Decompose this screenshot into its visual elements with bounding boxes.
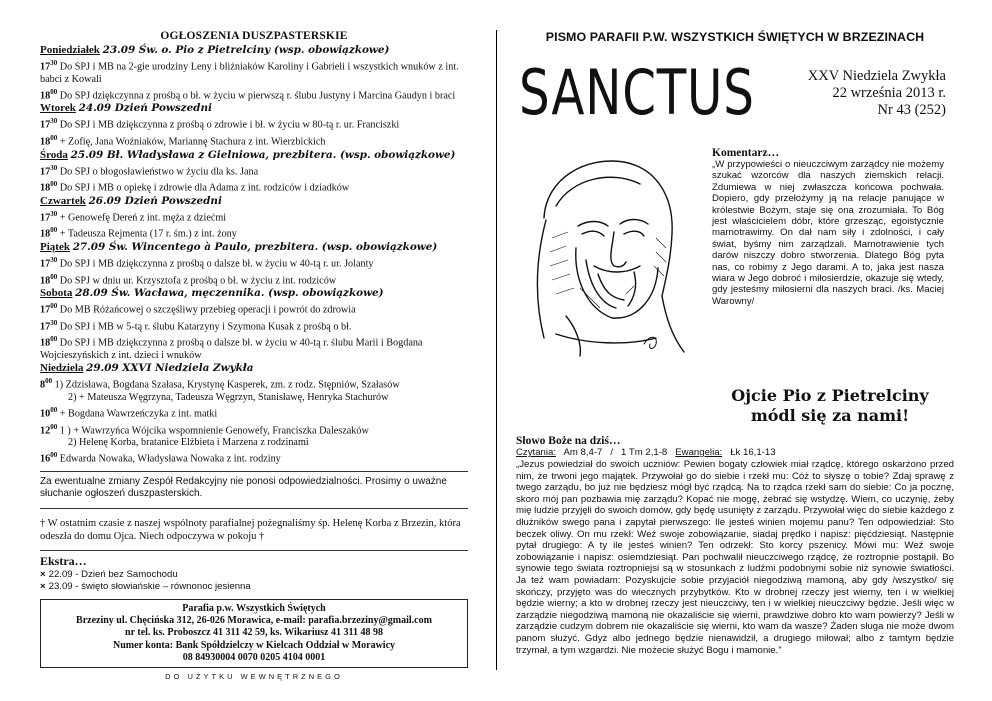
day-block (40, 195, 468, 241)
mass-minutes: 00 (45, 377, 53, 386)
gospel-ref: Łk 16,1-13 (722, 447, 776, 458)
mass-hour: 18 (40, 228, 51, 240)
intention-text: Do SPJ dziękczynna z prośbą o bł. w życiu w pierwszą r. ślubu Justyny i Marcina Gaudyn i braci (57, 90, 456, 102)
day-block (40, 362, 468, 466)
mass-hour: 8 (40, 379, 46, 391)
intention-text: + Zofię, Jana Woźniaków, Mariannę Stachura z int. Wierzbickich (57, 136, 326, 148)
day-heading (40, 287, 468, 300)
divider-line (40, 471, 468, 472)
disclaimer: Za ewentualne zmiany Zespół Redakcyjny nie ponosi odpowiedzialności. Prosimy o uważne słuchanie ogłoszeń duszpasterskich. (40, 475, 447, 499)
intention-text: Do SPJ i MB w 5-tą r. ślubu Katarzyny i Szymona Kusak z prośbą o bł. (57, 321, 352, 333)
newsletter-column (516, 30, 954, 656)
list-item: × 22.09 - Dzień bez Samochodu (40, 568, 178, 580)
intention-text: Do SPJ w dniu ur. Krzysztofa z prośbą o bł. w życiu z int. rodziców (57, 274, 337, 286)
mass-hour: 18 (40, 136, 51, 148)
day-name: Czwartek (40, 194, 86, 207)
intention-text: Do SPJ i MB o opiekę i zdrowie dla Adama z int. rodziców i dziadków (57, 182, 350, 194)
day-block (40, 241, 468, 287)
day-block (40, 44, 468, 102)
gospel-label: Ewangelia: (675, 447, 723, 458)
mass-minutes: 30 (50, 59, 58, 67)
mass-minutes: 30 (50, 209, 58, 218)
mass-minutes: 00 (50, 302, 58, 311)
readings-references (516, 447, 954, 459)
day-feast: 25.09 Bł. Władysława z Gielniowa, prezbitera. (wsp. obowiązkowe) (70, 148, 456, 161)
divider-line (40, 550, 468, 551)
contact-line: 08 84930004 0070 0205 4104 0001 (182, 651, 326, 663)
prayer-headline (708, 386, 952, 426)
day-name: Środa (40, 148, 68, 161)
mass-hour: 17 (40, 321, 51, 333)
mass-intention (40, 178, 468, 195)
schedule (40, 44, 468, 466)
day-block (40, 149, 468, 195)
intention-text: Edwarda Nowaka, Władysława Nowaka z int. rodziny (57, 453, 281, 465)
mass-intention (40, 317, 468, 334)
mass-minutes: 30 (50, 163, 58, 172)
mass-intention (40, 57, 468, 86)
commentary-title: Komentarz… (712, 147, 780, 159)
day-heading (40, 149, 468, 162)
mass-hour: 18 (40, 182, 51, 194)
day-name: Niedziela (40, 362, 84, 375)
mass-minutes: 00 (50, 87, 58, 96)
mass-hour: 17 (40, 165, 51, 177)
contact-line: Parafia p.w. Wszystkich Świętych (182, 602, 326, 614)
day-name: Sobota (40, 287, 73, 300)
parish-contact-box (40, 599, 468, 668)
intention-text: 1) Zdzisława, Bogdana Szałasa, Krystynę Kasperek, zm. z rodz. Stępniów, Szałasów (52, 379, 400, 391)
mass-minutes: 00 (50, 451, 58, 460)
mass-minutes: 30 (50, 117, 58, 126)
divider-line (40, 508, 468, 509)
intention-text: 2) Helenę Korba, bratanice Elżbieta i Marzena z rodzinami (68, 437, 309, 449)
day-feast: 29.09 XXVI Niedziela Zwykła (86, 362, 254, 375)
prayer-line: Ojcie Pio z Pietrelciny (731, 386, 929, 405)
mass-intention (40, 132, 468, 149)
word-of-god-section (516, 435, 954, 656)
announcements-column (40, 30, 468, 681)
mass-hour: 17 (40, 304, 51, 316)
bullet-x-icon: × (40, 568, 46, 580)
mass-minutes: 00 (50, 226, 58, 235)
mass-intention (40, 437, 468, 449)
day-block (40, 102, 468, 148)
list-item: × 23.09 - święto słowiańskie – równonoc jesienna (40, 580, 251, 592)
mass-minutes: 00 (50, 133, 58, 142)
day-feast: 27.09 Św. Wincentego à Paulo, prezbitera. (wsp. obowiązkowe) (72, 240, 438, 253)
mass-minutes: 00 (50, 405, 58, 414)
mass-hour: 10 (40, 408, 51, 420)
day-heading (40, 102, 468, 115)
intention-text: 1 ) + Wawrzyńca Wójcika wspomnienie Genowefy, Franciszka Daleszaków (57, 424, 369, 436)
mass-minutes: 00 (50, 335, 58, 344)
intention-text: + Genowefę Dereń z int. męża z dziećmi (57, 212, 227, 224)
word-of-god-title: Słowo Boże na dziś… (516, 435, 621, 447)
ekstra-list (40, 569, 468, 593)
day-block (40, 287, 468, 362)
mass-intention (40, 333, 468, 362)
contact-line: nr tel. ks. Proboszcz 41 311 42 59, ks. Wikariusz 41 311 48 98 (125, 627, 383, 639)
mass-hour: 17 (40, 212, 51, 224)
mass-intention (40, 449, 468, 466)
contact-line: Numer konta: Bank Spółdzielczy w Kielcach Oddział w Morawicy (112, 639, 396, 651)
mass-minutes: 30 (50, 255, 58, 264)
mass-intention (40, 86, 468, 103)
page-divider (496, 30, 497, 670)
mass-intention (40, 421, 468, 438)
intention-text: Do SPJ i MB dziękczynna z prośbą o dalsze bł. w życiu w 40-tą r. ur. Jolanty (57, 258, 374, 270)
mass-intention (40, 254, 468, 271)
mass-hour: 16 (40, 453, 51, 465)
mass-hour: 18 (40, 274, 51, 286)
publication-title: PISMO PARAFII P.W. WSZYSTKICH ŚWIĘTYCH W BRZEZINACH (545, 30, 925, 44)
prayer-line: módl się za nami! (750, 406, 910, 425)
day-name: Poniedziałek (40, 44, 100, 56)
sanctus-logo: SANCTUS (519, 56, 755, 129)
mass-intention (40, 115, 468, 132)
gospel-text: „Jezus powiedział do swoich uczniów: Pewien bogaty człowiek miał rządcę, którego oskarżono przed nim, że trwoni jego majątek. Przywołał go do siebie i rzekł mu: Cóż to słyszę o tobie? Zdaj sprawę z twego zarządu, bo już nie będziesz mógł być rządcą. Na to rządca rzekł sam do siebie: Co ja pocznę, skoro mój pan pozbawia mię zarządu? Kopać nie mogę, żebrać się wstydzę. Wiem, co uczynię, żeby mię ludzie przyjęli do swoich domów, gdy będę usunięty z zarządu. Przywołał więc do siebie każdego z dłużników swego pana i zapytał pierwszego: Ile jesteś winien mojemu panu? Ten odpowiedział: Sto beczek oliwy. On mu rzekł: Weź swoje zobowiązanie, siadaj prędko i napisz: pięćdziesiąt. Następnie pytał drugiego: A ty ile jesteś winien? Ten odrzekł: Sto korcy pszenicy. Mówi mu: Weź swoje zobowiązanie i napisz: osiemdziesiąt. Pan pochwalił nieuczciwego rządcę, że roztropnie postąpił. Bo synowie tego świata roztropniejsi są w stosunkach z ludźmi podobnymi sobie niż synowie światłości. Ja też wam powiadam: Pozyskujcie sobie przyjaciół niegodziwą mamoną, aby gdy /wszystko/ się skończy, przyjęto was do wiecznych przybytków. Kto w drobnej rzeczy jest wierny, ten i w wielkiej będzie wierny; a kto w drobnej rzeczy jest nieuczciwy, ten i w wielkiej nieuczciwy będzie. Jeśli więc w zarządzie niegodziwą mamoną nie okazaliście się wierni, prawdziwe dobro kto wam powierzy? Jeśli w zarządzie cudzym dobrem nie okazaliście się wierni, kto wam da wasze? Żaden sługa nie może dwom panom służyć. Gdyż albo jednego będzie nienawidził, a drugiego miłował; albo z tamtym będzie trzymał, a tym wzgardzi. Nie możecie służyć Bogu i mamonie.” (516, 459, 954, 656)
mass-intention (40, 375, 468, 392)
mass-intention (40, 300, 468, 317)
intention-text: Do SPJ i MB dziękczynna z prośbą o zdrowie i bł. w życiu w 80-tą r. ur. Franciszki (57, 119, 400, 131)
padre-pio-portrait (516, 148, 686, 358)
mass-minutes: 00 (50, 180, 58, 189)
mass-hour: 17 (40, 258, 51, 270)
day-heading (40, 241, 468, 254)
day-heading (40, 44, 468, 57)
issue-info (808, 68, 946, 119)
mass-hour: 17 (40, 119, 51, 131)
mass-hour: 18 (40, 90, 51, 102)
mass-minutes: 30 (50, 318, 58, 327)
mass-minutes: 00 (50, 272, 58, 281)
contact-line: Brzeziny ul. Chęcińska 312, 26-026 Morawica, e-mail: parafia.brzeziny@gmail.com (76, 615, 432, 627)
liturgical-day: XXV Niedziela Zwykła (807, 68, 946, 84)
day-feast: 23.09 Św. o. Pio z Pietrelciny (wsp. obowiązkowe) (102, 44, 390, 56)
mass-hour: 12 (40, 424, 51, 436)
mass-intention (40, 162, 468, 179)
mass-intention (40, 404, 468, 421)
day-heading (40, 362, 468, 375)
readings-label: Czytania: (516, 447, 556, 458)
mass-minutes: 00 (50, 422, 58, 431)
ekstra-title: Ekstra… (40, 553, 87, 568)
issue-date: 22 września 2013 r. (832, 85, 946, 101)
intention-text: Do MB Różańcowej o szczęśliwy przebieg operacji i powrót do zdrowia (57, 304, 356, 316)
mass-intention (40, 224, 468, 241)
intention-text: Do SPJ i MB na 2-gie urodziny Leny i bliźniaków Karoliny i Gabrieli i wszystkich wnuków z int. babci z Kowali (40, 61, 459, 85)
intention-text: + Bogdana Wawrzeńczyka z int. matki (57, 408, 218, 420)
commentary (712, 147, 944, 307)
intention-text: Do SPJ i MB dziękczynna z prośbą o dalsze bł. w życiu w 40-tą r. ślubu Marii i Bogdana Wojcieszyńskich z int. dzieci i wnuków (40, 337, 423, 361)
issue-number: Nr 43 (252) (877, 102, 946, 118)
announcements-title: OGŁOSZENIA DUSZPASTERSKIE (160, 30, 348, 42)
intention-text: + Tadeusza Rejmenta (17 r. śm.) z int. żony (57, 228, 237, 240)
mass-intention (40, 392, 468, 404)
mass-intention (40, 271, 468, 288)
mass-hour: 17 (40, 61, 51, 73)
mass-intention (40, 208, 468, 225)
intention-text: 2) + Mateusza Węgrzyna, Tadeusza Węgrzyn, Stanisławę, Henryka Stachurów (68, 391, 389, 403)
day-feast: 24.09 Dzień Powszedni (78, 102, 212, 115)
internal-use-footer: DO UŻYTKU WEWNĘTRZNEGO (165, 671, 343, 681)
intention-text: Do SPJ o błogosławieństwo w życiu dla ks. Jana (57, 165, 259, 177)
day-name: Piątek (40, 240, 70, 253)
day-heading (40, 195, 468, 208)
obituary: † W ostatnim czasie z naszej wspólnoty parafialnej pożegnaliśmy śp. Helenę Korba z Brzezin, która odeszła do domu Ojca. Niech odpoczywa w pokoju † (40, 517, 461, 542)
day-name: Wtorek (40, 102, 76, 115)
commentary-text: „W przypowieści o nieuczciwym zarządcy nie możemy szukać wzorców dla naszych ziemskich relacji. Zdumiewa w niej zwłaszcza końcowa pochwała. Dopiero, gdy przełożymy ją na relacje panujące w królestwie Bożym, staje się ona zrozumiała. To Bóg jest właścicielem dóbr, które grzesząc, egoistycznie marnotrawimy. On dał nam siły i zdolności, i cały świat, byśmy nim zarządzali. Marnotrawienie tych darów niszczy dobro stworzenia. Dlatego Bóg pyta nas, co robimy z Jego darami. A to, jaka jest nasza wiara w Jego dobroć i miłosierdzie, okazuje się wtedy, gdy jesteśmy miłosierni dla naszych braci. /ks. Maciej Warowny/ (712, 159, 944, 307)
readings-refs: Am 8,4-7 / 1 Tm 2,1-8 (556, 447, 676, 458)
day-feast: 26.09 Dzień Powszedni (88, 194, 222, 207)
day-feast: 28.09 Św. Wacława, męczennika. (wsp. obowiązkowe) (75, 287, 384, 300)
bullet-x-icon: × (40, 580, 46, 592)
mass-hour: 18 (40, 337, 51, 349)
